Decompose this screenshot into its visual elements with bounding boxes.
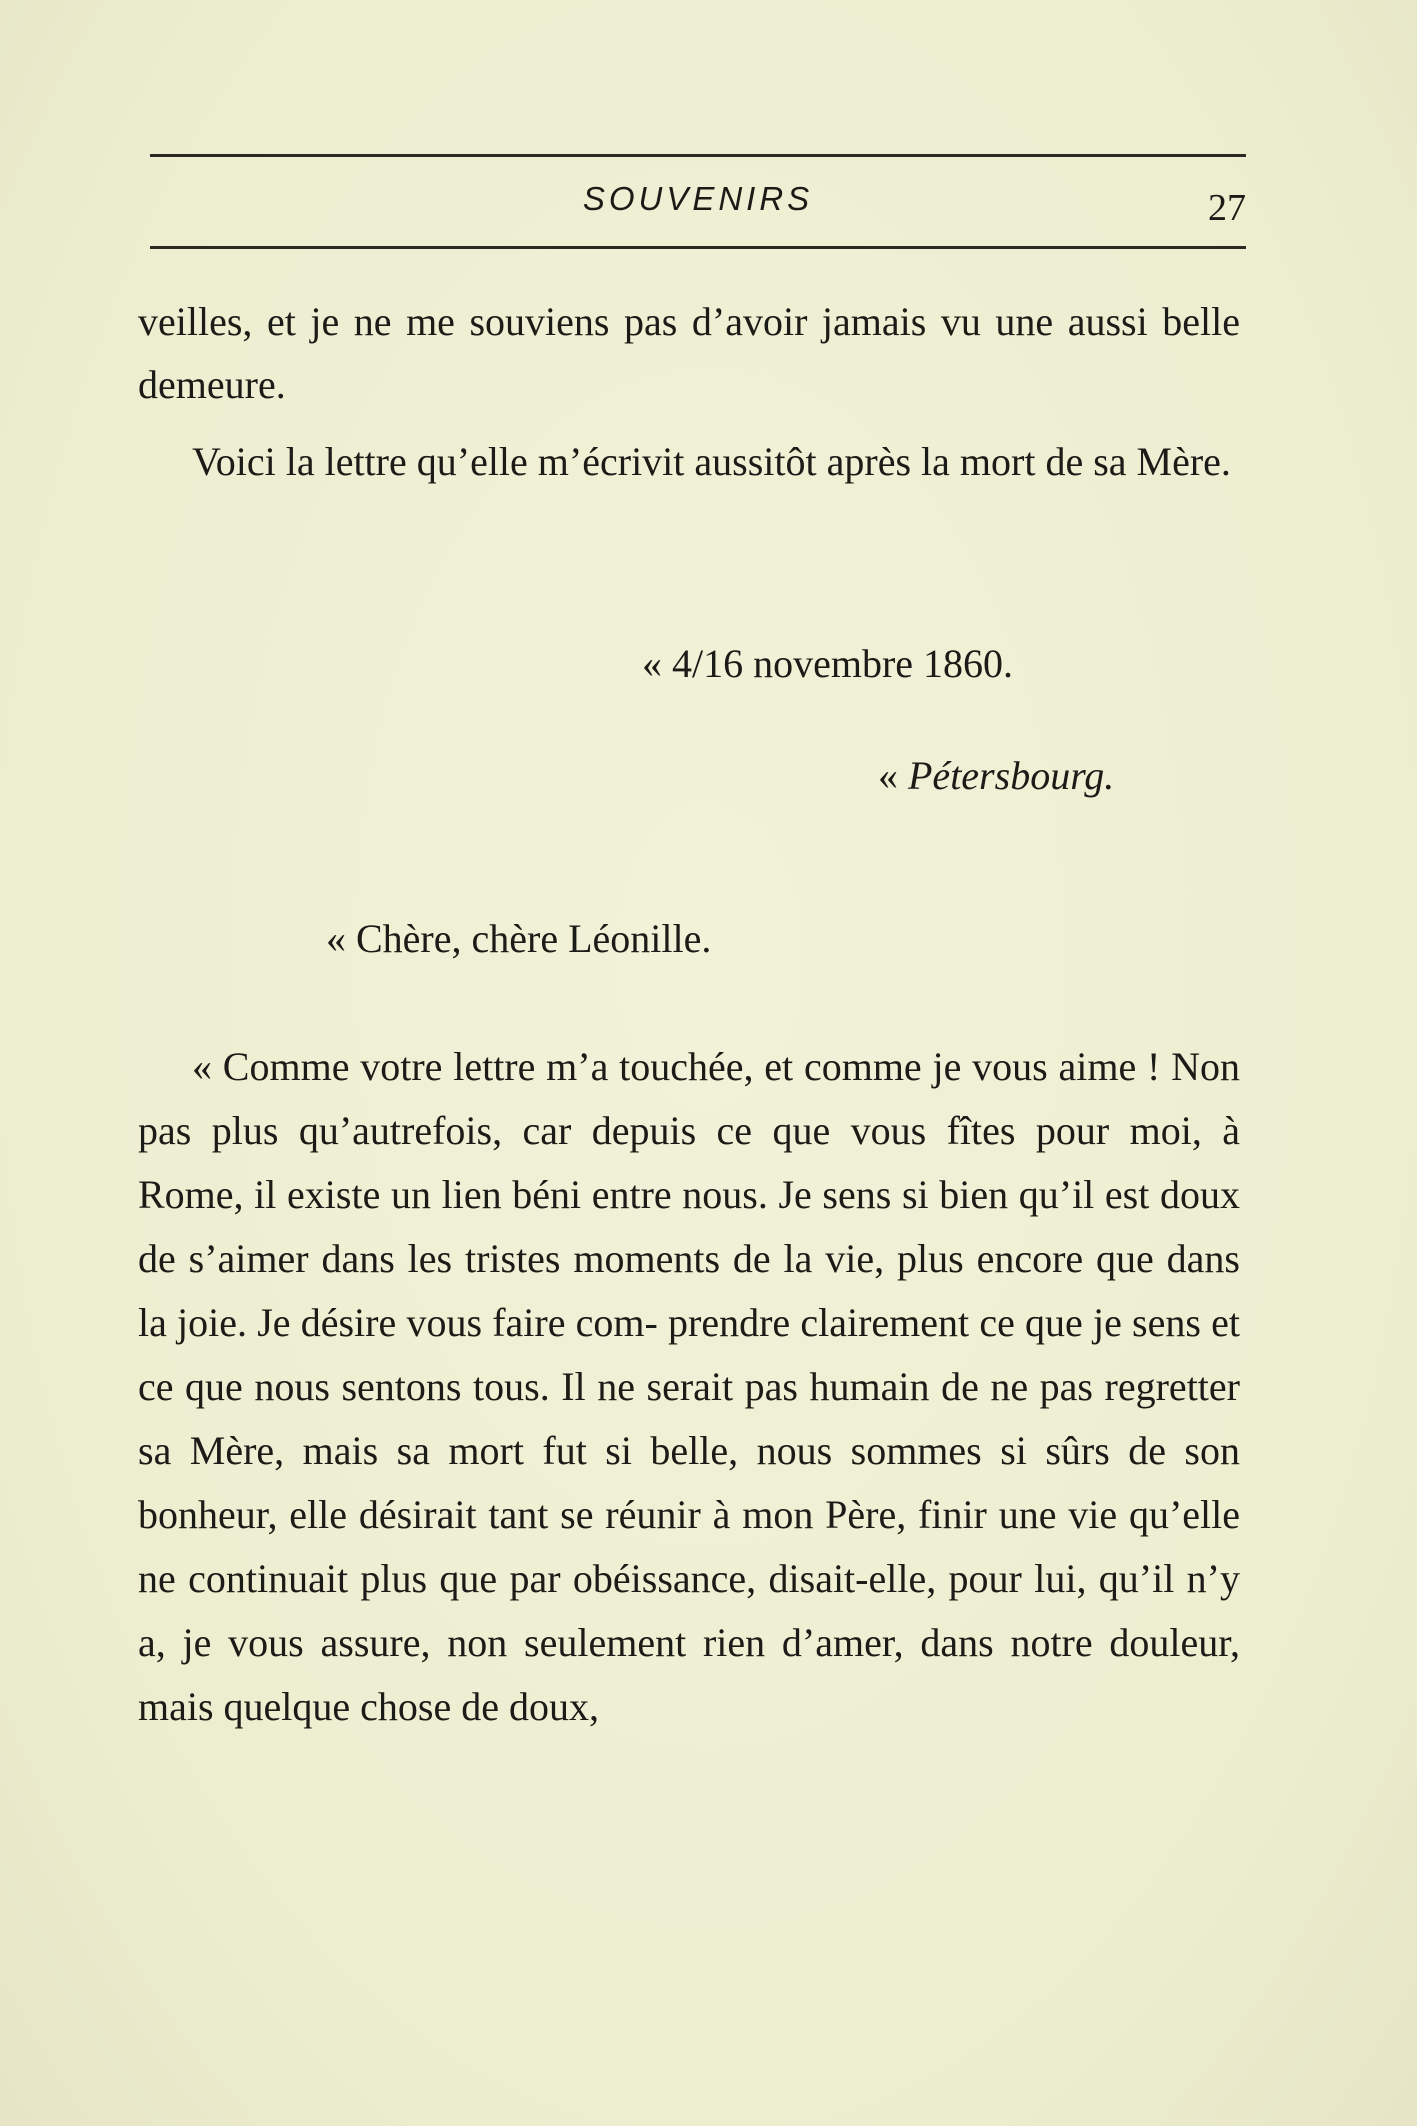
running-title: SOUVENIRS xyxy=(582,180,814,217)
paragraph-3: « Comme votre lettre m’a touchée, et comme je vous aime ! Non pas plus qu’autrefois, car depuis ce que vous fîtes pour moi, à Rome, il existe un lien béni entre nous. Je sens si bien qu’il est doux de s’aimer dans les tristes moments de la vie, plus encore que dans la joie. Je désire vous faire com- prendre clairement ce que je sens et ce que nous sentons tous. Il ne serait pas humain de ne pas regretter sa Mère, mais sa mort fut si belle, nous sommes si sûrs de son bonheur, elle désirait tant se réunir à mon Père, finir une vie qu’elle ne continuait plus que par obéissance, disait-elle, pour lui, qu’il n’y a, je vous assure, non seulement rien d’amer, dans notre douleur, mais quelque chose de doux, xyxy=(138,1044,1240,1729)
letter-body xyxy=(138,1035,1240,1739)
letter-place-name: Pétersbourg. xyxy=(908,753,1115,798)
paragraph-1: veilles, et je ne me souviens pas d’avoir jamais vu une aussi belle demeure. xyxy=(138,299,1240,407)
running-head xyxy=(150,180,1246,229)
letter-salutation: « Chère, chère Léonille. xyxy=(326,916,712,961)
header-rule-top xyxy=(150,154,1246,157)
letter-place xyxy=(878,752,1114,799)
letter-place-quote: « xyxy=(878,753,908,798)
page-number: 27 xyxy=(1208,187,1246,229)
paragraph-2: Voici la lettre qu’elle m’écrivit aussitôt après la mort de sa Mère. xyxy=(192,439,1231,484)
paragraph-intro-letter xyxy=(138,430,1240,493)
letter-date: « 4/16 novembre 1860. xyxy=(642,641,1014,686)
paragraph-continuation xyxy=(138,290,1240,416)
header-rule-bottom xyxy=(150,246,1246,249)
